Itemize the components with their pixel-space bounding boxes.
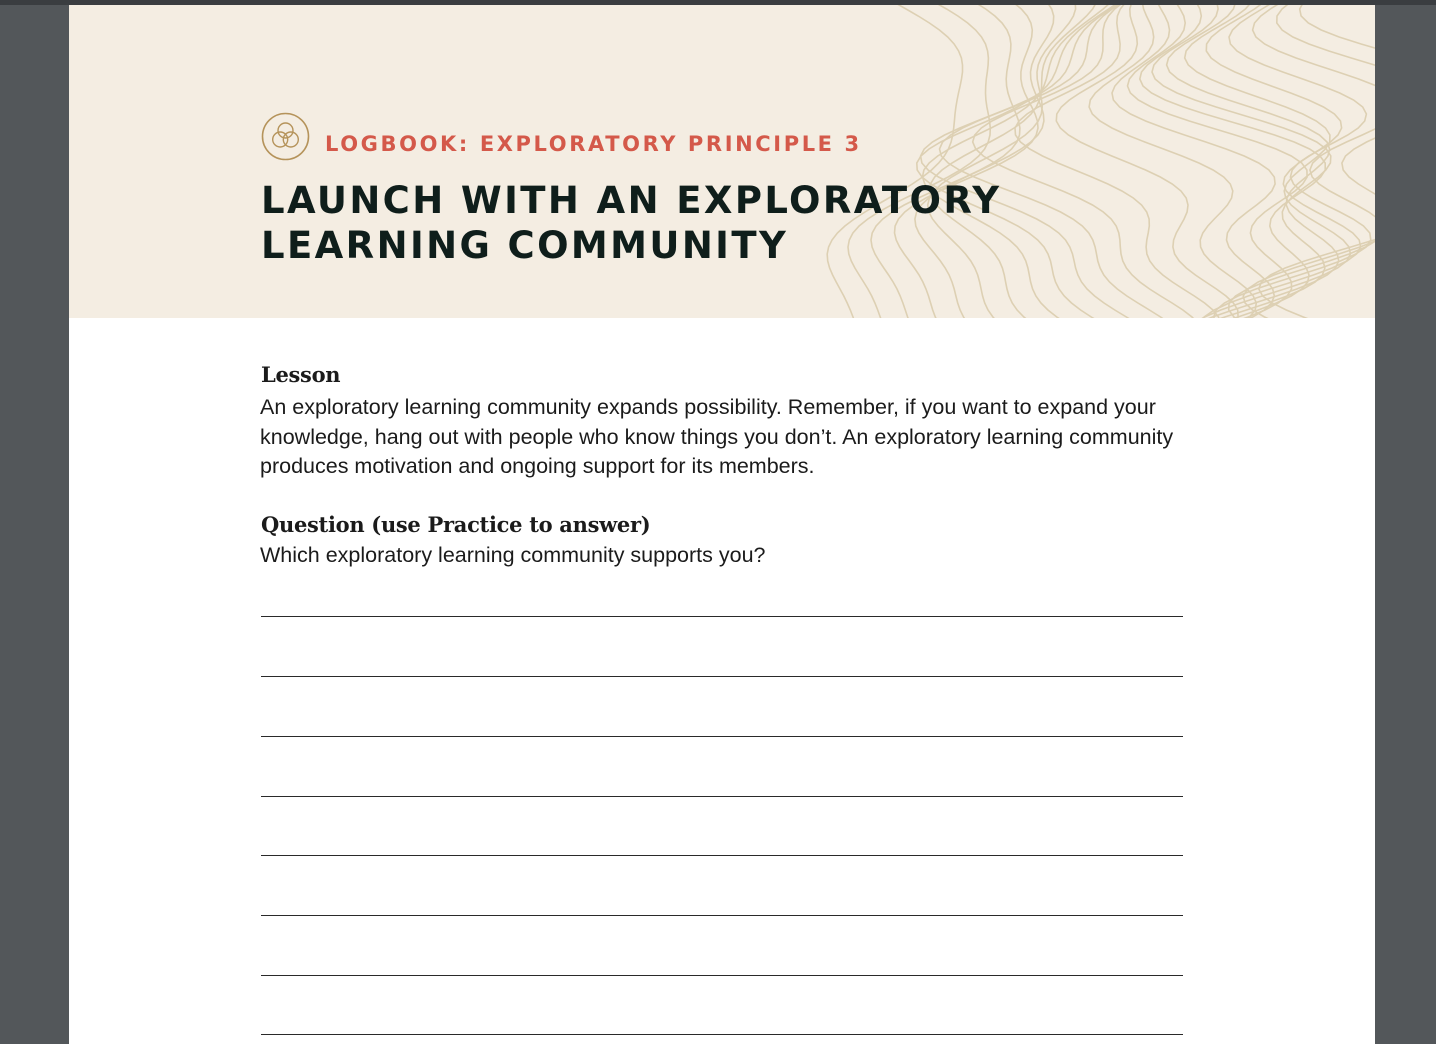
contour-line — [848, 5, 990, 318]
contour-line — [827, 5, 962, 318]
lesson-heading: Lesson — [261, 362, 341, 387]
page-title-line-2: LEARNING COMMUNITY — [261, 224, 789, 267]
topographic-lines-decoration — [69, 5, 1375, 318]
contour-line — [917, 5, 1129, 318]
contour-line — [1089, 5, 1256, 318]
contour-line — [1259, 5, 1375, 318]
question-heading: Question (use Practice to answer) — [261, 512, 651, 537]
contour-line — [1214, 5, 1371, 318]
contour-line — [923, 5, 1117, 318]
answer-line[interactable] — [261, 855, 1183, 856]
contour-line — [1152, 5, 1331, 318]
answer-line[interactable] — [261, 796, 1183, 797]
header-banner — [69, 5, 1375, 318]
answer-line[interactable] — [261, 616, 1183, 617]
lesson-text: An exploratory learning community expands possibility. Remember, if you want to expand your knowledge, hang out with people who know things you don’t. An exploratory learning community produces motivation and ongoing support for its members. — [260, 395, 1174, 478]
principle-kicker: LOGBOOK: EXPLORATORY PRINCIPLE 3 — [325, 132, 862, 156]
answer-line[interactable] — [261, 975, 1183, 976]
contour-line — [915, 5, 1054, 318]
page-title — [261, 178, 1001, 268]
contour-line — [895, 5, 1039, 318]
three-circles-icon — [261, 112, 310, 161]
answer-line[interactable] — [261, 736, 1183, 737]
answer-line[interactable] — [261, 676, 1183, 677]
page-title-line-1: LAUNCH WITH AN EXPLORATORY — [261, 179, 1002, 222]
question-prompt: Which exploratory learning community supports you? — [260, 543, 766, 567]
document-page — [69, 5, 1375, 1044]
answer-line[interactable] — [261, 1034, 1183, 1035]
answer-line[interactable] — [261, 915, 1183, 916]
